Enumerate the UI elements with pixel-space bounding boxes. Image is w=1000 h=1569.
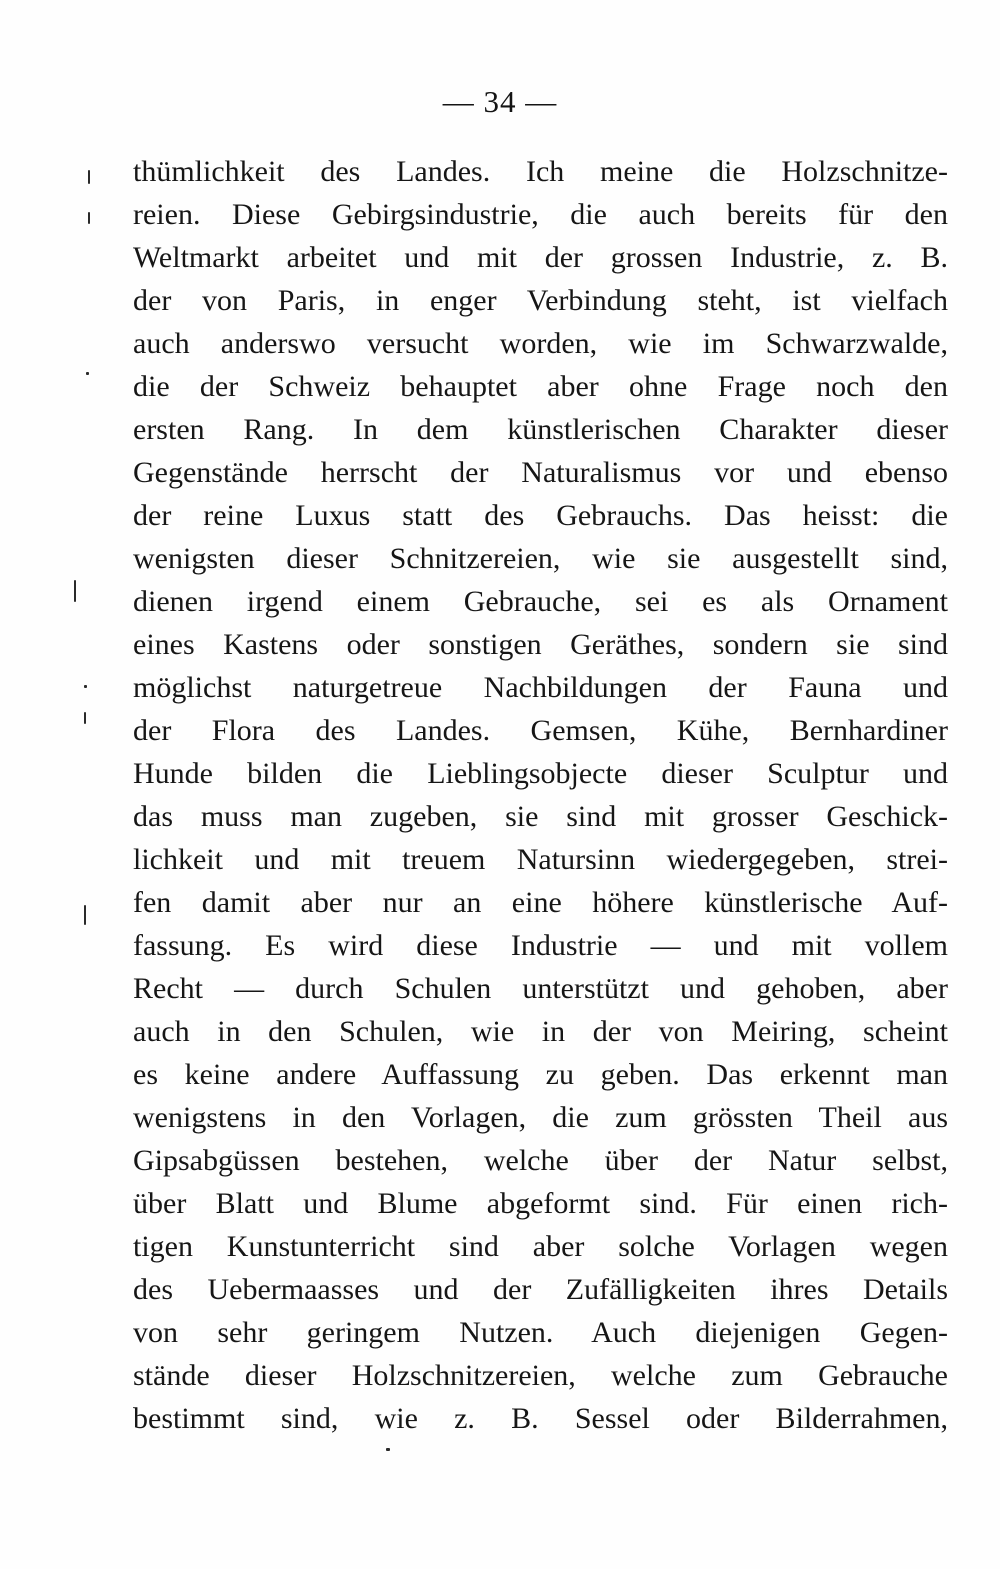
page-number: — 34 — (442, 84, 558, 119)
text-line: es keine andere Auffassung zu geben. Das erkennt man (133, 1058, 948, 1091)
text-line: wenigsten dieser Schnitzereien, wie sie ausgestellt sind, (133, 542, 948, 575)
text-line: eines Kastens oder sonstigen Geräthes, sondern sie sind (133, 628, 948, 661)
text-line: wenigstens in den Vorlagen, die zum grössten Theil aus (133, 1101, 948, 1134)
text-line: fassung. Es wird diese Industrie — und mit vollem (133, 929, 948, 962)
text-line: auch anderswo versucht worden, wie im Schwarzwalde, (133, 327, 948, 360)
text-line: das muss man zugeben, sie sind mit grosser Geschick- (133, 800, 948, 833)
text-line: Hunde bilden die Lieblingsobjecte dieser Sculptur und (133, 757, 948, 790)
scan-speck (84, 685, 87, 688)
text-line: dienen irgend einem Gebrauche, sei es als Ornament (133, 585, 948, 618)
text-line: über Blatt und Blume abgeformt sind. Für einen rich- (133, 1187, 948, 1220)
text-line: möglichst naturgetreue Nachbildungen der Fauna und (133, 671, 948, 704)
text-line: von sehr geringem Nutzen. Auch diejenigen Gegen- (133, 1316, 948, 1349)
text-line: ersten Rang. In dem künstlerischen Charakter dieser (133, 413, 948, 446)
text-line: Recht — durch Schulen unterstützt und gehoben, aber (133, 972, 948, 1005)
text-line: reien. Diese Gebirgsindustrie, die auch bereits für den (133, 198, 948, 231)
text-line: der reine Luxus statt des Gebrauchs. Das heisst: die (133, 499, 948, 532)
text-line: Gipsabgüssen bestehen, welche über der Natur selbst, (133, 1144, 948, 1177)
text-line: thümlichkeit des Landes. Ich meine die Holzschnitze- (133, 155, 948, 188)
text-line: tigen Kunstunterricht sind aber solche Vorlagen wegen (133, 1230, 948, 1263)
text-line: Weltmarkt arbeitet und mit der grossen Industrie, z. B. (133, 241, 948, 274)
text-line: Gegenstände herrscht der Naturalismus vor und ebenso (133, 456, 948, 489)
text-line: fen damit aber nur an eine höhere künstlerische Auf- (133, 886, 948, 919)
text-line: die der Schweiz behauptet aber ohne Frage noch den (133, 370, 948, 403)
text-line: stände dieser Holzschnitzereien, welche zum Gebrauche (133, 1359, 948, 1392)
text-line: der von Paris, in enger Verbindung steht, ist vielfach (133, 284, 948, 317)
text-line: bestimmt sind, wie z. B. Sessel oder Bilderrahmen, (133, 1402, 948, 1435)
text-line: lichkeit und mit treuem Natursinn wiedergegeben, strei- (133, 843, 948, 876)
body-text (133, 150, 948, 1440)
text-line: auch in den Schulen, wie in der von Meiring, scheint (133, 1015, 948, 1048)
scan-speck (88, 212, 90, 224)
text-line: der Flora des Landes. Gemsen, Kühe, Bernhardiner (133, 714, 948, 747)
text-line: des Uebermaasses und der Zufälligkeiten ihres Details (133, 1273, 948, 1306)
scan-speck (84, 905, 86, 925)
scan-speck (88, 170, 90, 184)
scan-speck (84, 712, 86, 724)
scan-speck (86, 372, 89, 375)
scan-speck (74, 580, 76, 602)
scan-speck (386, 1448, 390, 1451)
